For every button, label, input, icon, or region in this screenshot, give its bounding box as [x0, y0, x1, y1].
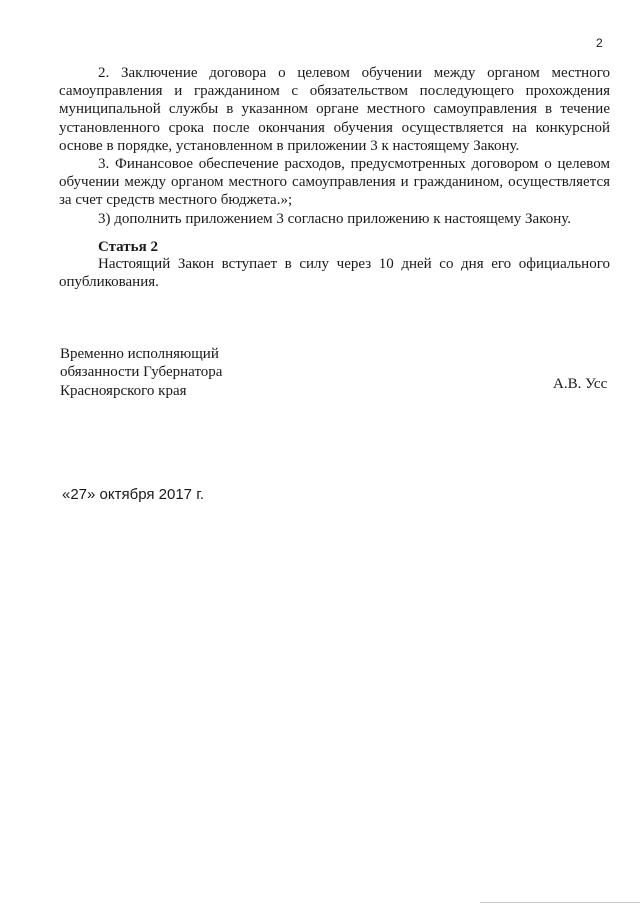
paragraph-financing: 3. Финансовое обеспечение расходов, предусмотренных договором о целевом обучении между органом местного самоуправления и гражданином, осуществляется за счет средств местного бюджета.»; — [59, 156, 610, 209]
article-heading: Статья 2 — [98, 239, 158, 255]
signatory-name: А.В. Усс — [553, 376, 608, 392]
paragraph-appendix-addition: 3) дополнить приложением 3 согласно приложению к настоящему Закону. — [98, 210, 571, 227]
page-number: 2 — [596, 36, 603, 50]
signatory-line: Красноярского края — [60, 382, 187, 399]
paragraph-contract-conclusion: 2. Заключение договора о целевом обучении между органом местного самоуправления и гражданином с обязательством последующего прохождения муниципальной службы в указанном органе местного самоуправления в течение установленного срока после окончания обучения осуществляется на конкурсной основе в порядке, установленном в приложении 3 к настоящему Закону. — [59, 65, 610, 154]
article-text: Настоящий Закон вступает в силу через 10 дней со дня его официального опубликования. — [59, 256, 610, 291]
signatory-title — [60, 345, 222, 400]
signatory-line: Временно исполняющий — [60, 346, 219, 362]
scan-edge-line — [480, 902, 640, 903]
law-amendment-text — [59, 64, 610, 228]
signing-date: «27» октября 2017 г. — [62, 486, 205, 503]
signatory-line: обязанности Губернатора — [60, 364, 223, 381]
